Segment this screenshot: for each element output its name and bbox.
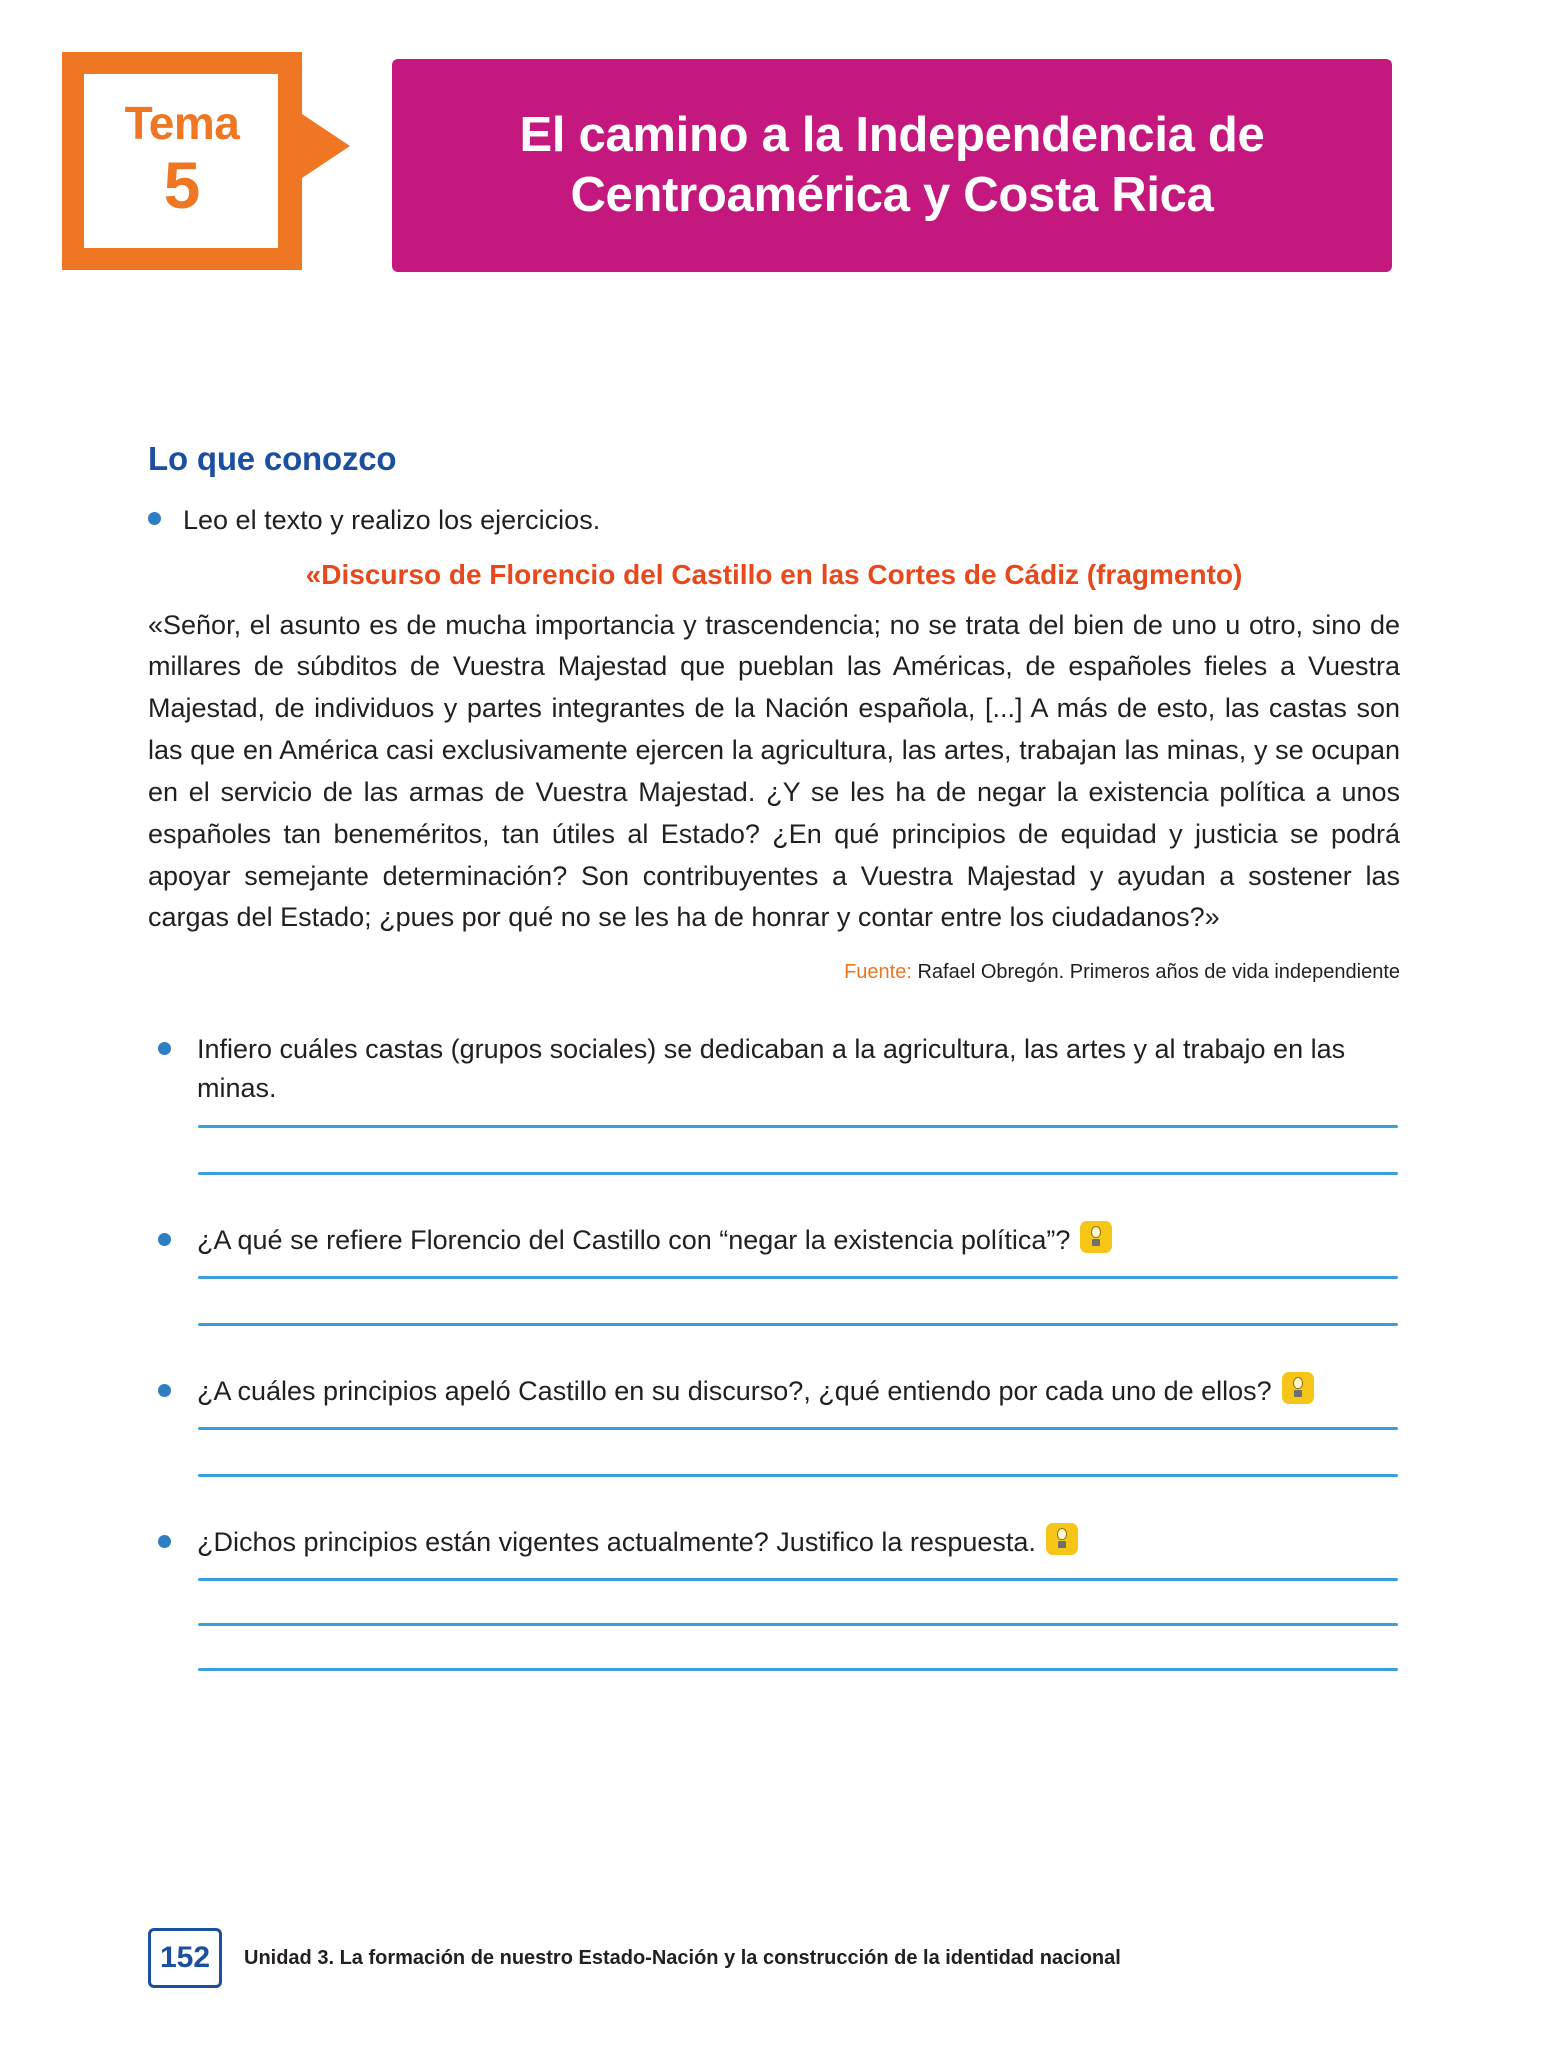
question-row bbox=[148, 1221, 1400, 1260]
answer-line[interactable] bbox=[198, 1668, 1398, 1671]
question-text: Infiero cuáles castas (grupos sociales) se dedicaban a la agricultura, las artes y al trabajo en las minas. bbox=[197, 1034, 1346, 1104]
answer-line[interactable] bbox=[198, 1578, 1398, 1581]
question-row bbox=[148, 1523, 1400, 1562]
answer-line[interactable] bbox=[198, 1125, 1398, 1128]
tema-label: Tema bbox=[124, 97, 240, 149]
bullet-icon bbox=[158, 1042, 171, 1055]
page-title: El camino a la Independencia de Centroamérica y Costa Rica bbox=[519, 107, 1265, 222]
page-footer bbox=[148, 1928, 1121, 1988]
answer-line[interactable] bbox=[198, 1427, 1398, 1430]
bullet-icon bbox=[158, 1384, 171, 1397]
tema-bracket-top bbox=[62, 52, 302, 74]
tema-bracket-bottom bbox=[62, 248, 302, 270]
question-block bbox=[148, 1372, 1400, 1477]
answer-lines[interactable] bbox=[198, 1125, 1400, 1175]
source-label: Fuente: bbox=[844, 961, 912, 984]
source-text: Rafael Obregón. Primeros años de vida independiente bbox=[917, 961, 1400, 984]
footer-unit-text: Unidad 3. La formación de nuestro Estado-Nación y la construcción de la identidad nacional bbox=[244, 1946, 1121, 1969]
question-text: ¿Dichos principios están vigentes actualmente? Justifico la respuesta. bbox=[197, 1526, 1036, 1557]
answer-line[interactable] bbox=[198, 1172, 1398, 1175]
question-block bbox=[148, 1030, 1400, 1174]
tema-number: 5 bbox=[163, 148, 201, 222]
lightbulb-icon bbox=[1046, 1523, 1078, 1555]
answer-line[interactable] bbox=[198, 1623, 1398, 1626]
answer-lines[interactable] bbox=[198, 1276, 1400, 1326]
topic-title-banner bbox=[392, 59, 1392, 272]
source-line bbox=[148, 961, 1400, 984]
question-text: ¿A qué se refiere Florencio del Castillo con “negar la existencia política”? bbox=[197, 1224, 1071, 1255]
lightbulb-icon bbox=[1282, 1372, 1314, 1404]
answer-lines[interactable] bbox=[198, 1578, 1400, 1671]
bullet-icon bbox=[148, 512, 161, 525]
main-content bbox=[148, 440, 1400, 1713]
instruction-text: Leo el texto y realizo los ejercicios. bbox=[183, 505, 601, 535]
question-block bbox=[148, 1221, 1400, 1326]
lightbulb-icon bbox=[1080, 1221, 1112, 1253]
page-header bbox=[0, 52, 1564, 282]
question-row bbox=[148, 1372, 1400, 1411]
answer-line[interactable] bbox=[198, 1276, 1398, 1279]
instruction-row bbox=[148, 500, 1400, 541]
quote-title: «Discurso de Florencio del Castillo en las Cortes de Cádiz (fragmento) bbox=[305, 558, 1243, 590]
answer-line[interactable] bbox=[198, 1323, 1398, 1326]
question-row bbox=[148, 1030, 1400, 1108]
answer-line[interactable] bbox=[198, 1474, 1398, 1477]
answer-lines[interactable] bbox=[198, 1427, 1400, 1477]
section-heading: Lo que conozco bbox=[148, 440, 397, 477]
tema-arrow-icon bbox=[302, 114, 350, 178]
tema-bracket-stub bbox=[278, 52, 302, 270]
bullet-icon bbox=[158, 1233, 171, 1246]
page-number: 152 bbox=[148, 1928, 222, 1988]
bullet-icon bbox=[158, 1535, 171, 1548]
question-block bbox=[148, 1523, 1400, 1671]
quote-body: «Señor, el asunto es de mucha importancia y trascendencia; no se trata del bien de uno u otro, sino de millares de súbditos de Vuestra Majestad que pueblan las Américas, de españoles fieles a Vuestra Majestad, de individuos y partes integrantes de la Nación española, [...] A más de esto, las castas son las que en América casi exclusivamente ejercen la agricultura, las artes, trabajan las minas, y se ocupan en el servicio de las armas de Vuestra Majestad. ¿Y se les ha de negar la existencia política a unos españoles tan beneméritos, tan útiles al Estado? ¿En qué principios de equidad y justicia se podrá apoyar semejante determinación? Son contribuyentes a Vuestra Majestad y ayudan a sostener las cargas del Estado; ¿pues por qué no se les ha de honrar y contar entre los ciudadanos?» bbox=[148, 609, 1400, 933]
question-text: ¿A cuáles principios apeló Castillo en su discurso?, ¿qué entiendo por cada uno de ellos? bbox=[197, 1375, 1272, 1406]
